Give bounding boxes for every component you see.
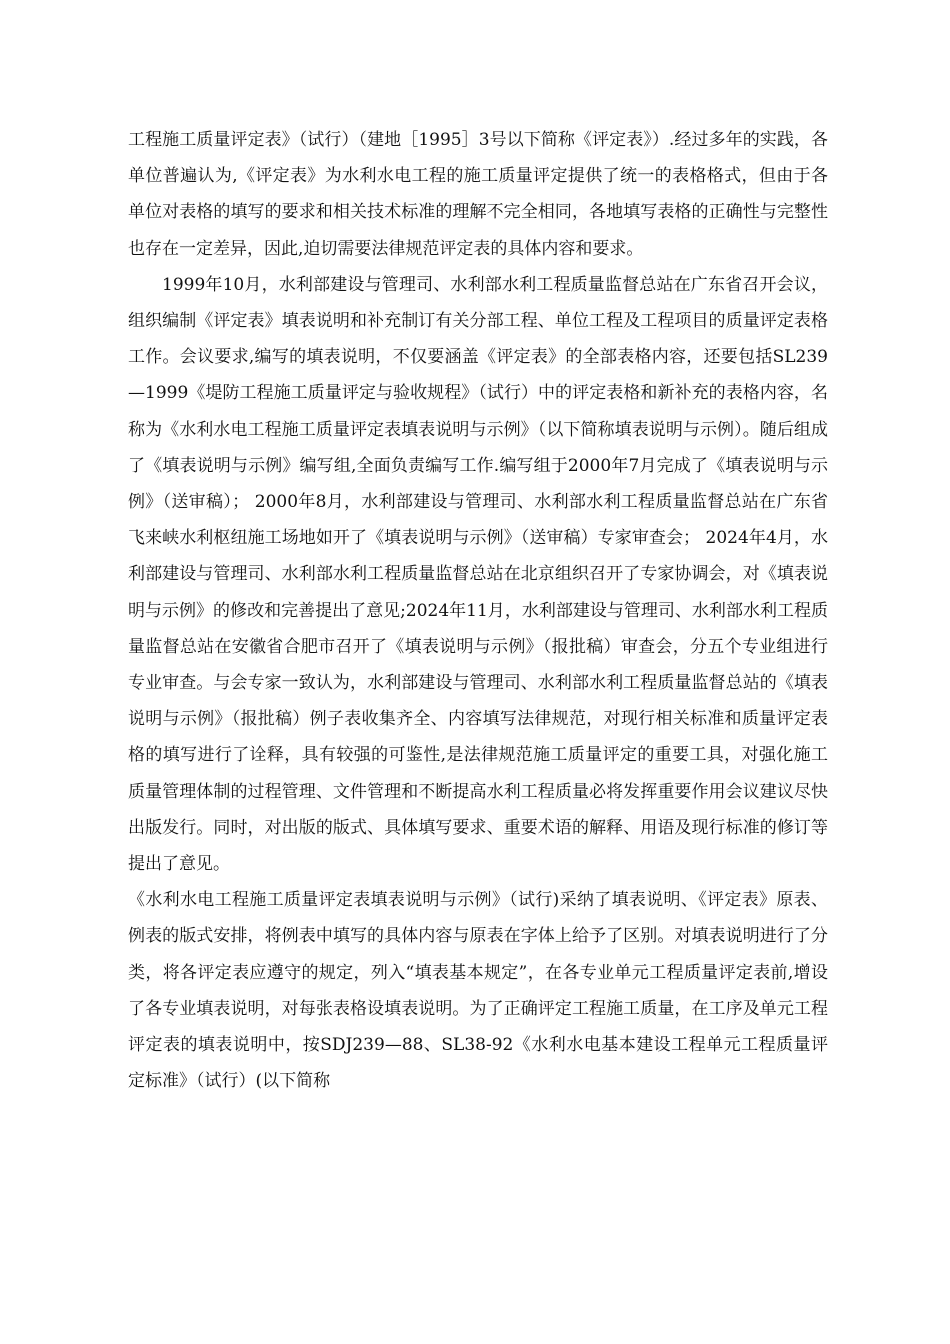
paragraph-format-description: 《水利水电工程施工质量评定表填表说明与示例》（试行)采纳了填表说明、《评定表》原表、例表的版式安排，将例表中填写的具体内容与原表在字体上给予了区别。对填表说明进行了分类，将各评定表应遵守的规定，列入“填表基本规定”，在各专业单元工程质量评定表前,增设了各专业填表说明，对每张表格设填表说明。为了正确评定工程施工质量，在工序及单元工程评定表的填表说明中，按SDJ239—88、SL38-92《水利水电基本建设工程单元工程质量评定标准》（试行）(以下简称 — [128, 890, 828, 1092]
paragraph-meeting-history: 1999年10月，水利部建设与管理司、水利部水利工程质量监督总站在广东省召开会议，组织编制《评定表》填表说明和补充制订有关分部工程、单位工程及工程项目的质量评定表格工作。会议要求,编写的填表说明，不仅要涵盖《评定表》的全部表格内容，还要包括SL239—1999《堤防工程施工质量评定与验收规程》（试行）中的评定表格和新补充的表格内容，名称为《水利水电工程施工质量评定表填表说明与示例》（以下简称填表说明与示例）。随后组成了《填表说明与示例》编写组,全面负责编写工作.编写组于2000年7月完成了《填表说明与示例》（送审稿）； 2000年8月，水利部建设与管理司、水利部水利工程质量监督总站在广东省飞来峡水利枢纽施工场地如开了《填表说明与示例》（送审稿）专家审查会； 2024年4月，水利部建设与管理司、水利部水利工程质量监督总站在北京组织召开了专家协调会，对《填表说明与示例》的修改和完善提出了意见;2024年11月，水利部建设与管理司、水利部水利工程质量监督总站在安徽省合肥市召开了《填表说明与示例》（报批稿）审查会，分五个专业组进行专业审查。与会专家一致认为，水利部建设与管理司、水利部水利工程质量监督总站的《填表说明与示例》（报批稿）例子表收集齐全、内容填写法律规范，对现行相关标准和质量评定表格的填写进行了诠释，具有较强的可鉴性,是法律规范施工质量评定的重要工具，对强化施工质量管理体制的过程管理、文件管理和不断提高水利工程质量必将发挥重要作用会议建议尽快出版发行。同时，对出版的版式、具体填写要求、重要术语的解释、用语及现行标准的修订等提出了意见。 — [128, 274, 828, 875]
body-text — [128, 122, 828, 1099]
paragraph-continuation: 工程施工质量评定表》（试行）（建地［1995］3号以下简称《评定表》）.经过多年的实践，各单位普遍认为,《评定表》为水利水电工程的施工质量评定提供了统一的表格格式，但由于各单位对表格的填写的要求和相关技术标准的理解不完全相同，各地填写表格的正确性与完整性也存在一定差异，因此,迫切需要法律规范评定表的具体内容和要求。 — [128, 130, 828, 259]
